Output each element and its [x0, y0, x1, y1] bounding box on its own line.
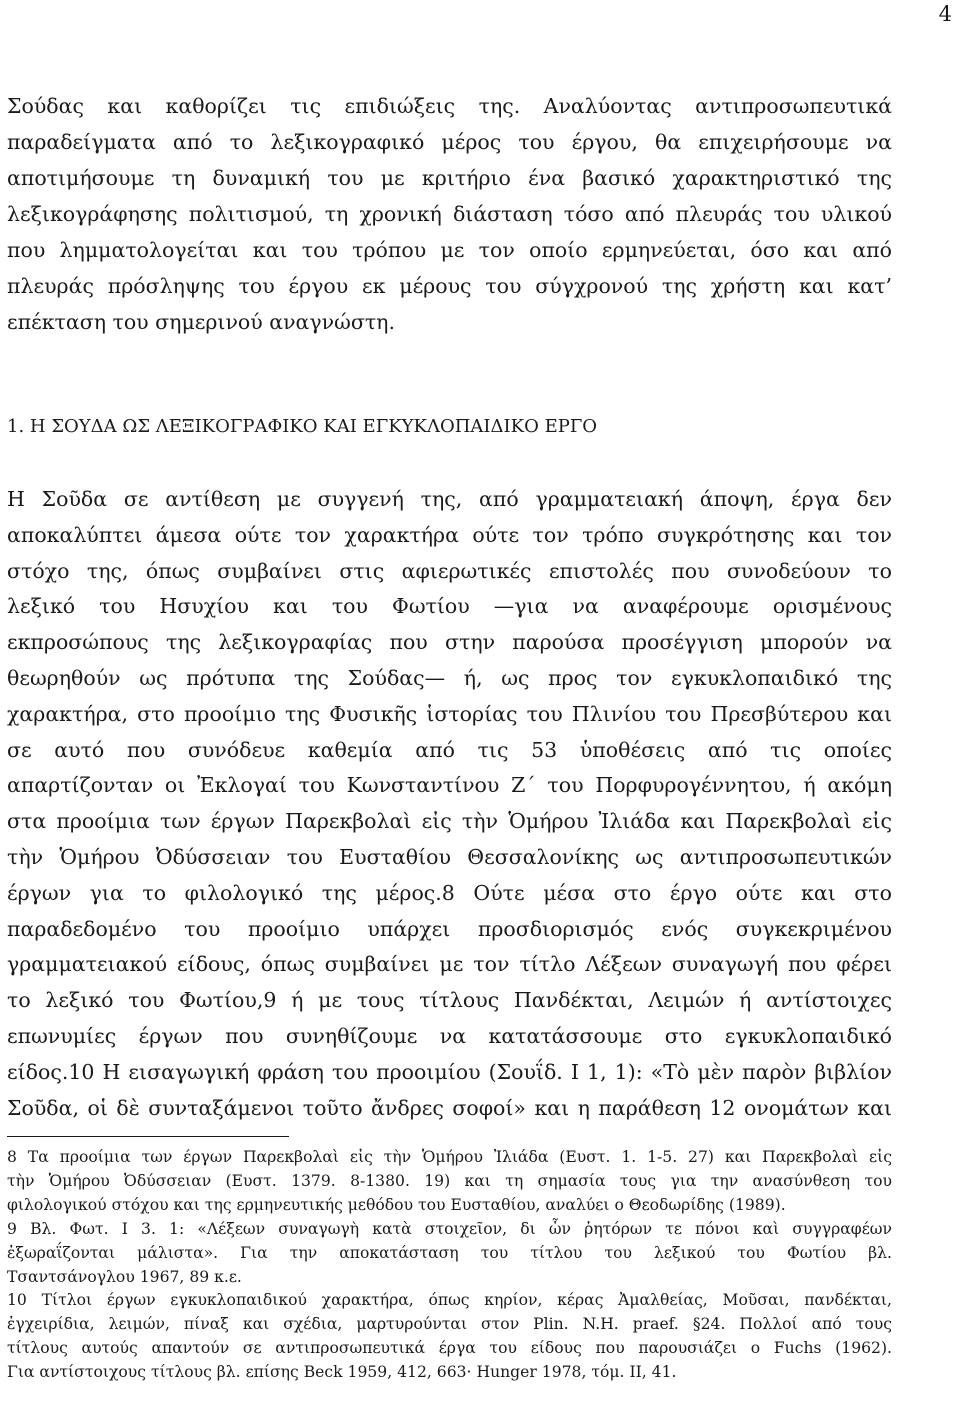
text-line: παραδείγματα από το λεξικογραφικό μέρος του έργου, θα επιχειρήσουμε να: [7, 130, 892, 154]
text-line: Η Σοῦδα σε αντίθεση με συγγενή της, από γραμματειακή άποψη, έργα δεν: [7, 487, 892, 511]
text-line: στα προοίμια των έργων Παρεκβολαὶ εἰς τὴν Ὁμήρου Ἰλιάδα και Παρεκβολαὶ εἰς: [7, 809, 892, 834]
text-line: επέκταση του σημερινού αναγνώστη.: [7, 310, 395, 334]
footnote-line: 10 Τίτλοι έργων εγκυκλοπαιδικού χαρακτήρα, όπως κηρίον, κέρας Ἀμαλθείας, Μοῦσαι, πανδέκται,: [7, 1291, 892, 1310]
footnote-line: 9 Βλ. Φωτ. Ι 3. 1: «Λέξεων συναγωγὴ κατὰ στοιχεῖον, δι ὧν ῥητόρων τε πόνοι καὶ συγγραφέων: [7, 1219, 892, 1238]
footnote-line: ἐγχειρίδια, λειμών, πίναξ και σχέδια, μαρτυρούνται στον Plin. N.H. praef. §24. Πολλοί από τους: [7, 1315, 892, 1334]
text-line: πλευράς πρόσληψης του έργου εκ μέρους του σύγχρονού της χρήστη και κατ’: [7, 274, 892, 298]
section-heading: 1. Η ΣΟΥΔΑ ΩΣ ΛΕΞΙΚΟΓΡΑΦΙΚΟ ΚΑΙ ΕΓΚΥΚΛΟΠΑΙΔΙΚΟ ΕΡΓΟ: [7, 416, 598, 437]
text-line: επωνυμίες έργων που συνηθίζουμε να κατατάσσουμε στο εγκυκλοπαιδικό: [7, 1023, 892, 1048]
text-line: θεωρηθούν ως πρότυπα της Σούδας— ή, ως προς τον εγκυκλοπαιδικό της: [7, 665, 892, 690]
footnote-line: ἐξωραΐζονται μάλιστα». Για την αποκατάσταση του τίτλου του λεξικού του Φωτίου βλ.: [7, 1243, 892, 1262]
text-line: που λημματολογείται και του τρόπου με τον οποίο ερμηνεύεται, όσο και από: [7, 238, 892, 262]
footnote-line: τὴν Ὁμήρου Ὀδύσσειαν (Ευστ. 1379. 8-1380. 19) και τη σημασία τους για την ανασύνθεση του: [7, 1171, 892, 1190]
text-line: έργων για το φιλολογικό της μέρος.8 Ούτε μέσα στο έργο ούτε και στο: [7, 880, 892, 905]
footnote-line: Τσαντσάνογλου 1967, 89 κ.ε.: [7, 1267, 242, 1286]
footnotes: [7, 1146, 892, 1385]
text-line: είδος.10 Η εισαγωγική φράση του προοιμίου (Σουΐδ. Ι 1, 1): «Τὸ μὲν παρὸν βιβλίον: [7, 1059, 892, 1084]
text-line: λεξικογράφησης πολιτισμού, τη χρονική διάσταση τόσο από πλευράς του υλικού: [7, 202, 892, 226]
text-line: εκπροσώπους της λεξικογραφίας που στην παρούσα προσέγγιση μπορούν να: [7, 630, 892, 655]
text-line: αποτιμήσουμε τη δυναμική του με κριτήριο ένα βασικό χαρακτηριστικό της: [7, 166, 892, 190]
footnote-line: φιλολογικού στόχου και της ερμηνευτικής μεθόδου του Ευσταθίου, αναλύει ο Θεοδωρίδης (1989).: [7, 1195, 786, 1214]
footnote-separator: [7, 1136, 289, 1137]
text-line: απαρτίζονταν οι Ἐκλογαί του Κωνσταντίνου Ζ΄ του Πορφυρογέννητου, ή ακόμη: [7, 773, 892, 798]
page-number: 4: [938, 2, 952, 26]
intro-paragraph: [7, 88, 892, 340]
text-line: το λεξικό του Φωτίου,9 ή με τους τίτλους Πανδέκται, Λειμών ή αντίστοιχες: [7, 988, 892, 1013]
text-line: αποκαλύπτει άμεσα ούτε τον χαρακτήρα ούτε τον τρόπο συγκρότησης και τον: [7, 522, 892, 547]
text-line: στόχο της, όπως συμβαίνει στις αφιερωτικές επιστολές που συνοδεύουν το: [7, 558, 892, 583]
footnote-line: τίτλους αυτούς απαντούν σε αντιπροσωπευτικά έργα του είδους που παρουσιάζει ο Fuchs (1962).: [7, 1339, 892, 1358]
text-line: Σοῦδα, οἱ δὲ συνταξάμενοι τοῦτο ἄνδρες σοφοί» και η παράθεση 12 ονομάτων και: [7, 1095, 892, 1120]
footnote-line: 8 Τα προοίμια των έργων Παρεκβολαὶ εἰς τὴν Ὁμήρου Ἰλιάδα (Ευστ. 1. 1-5. 27) και Παρεκβολαὶ εἰς: [7, 1148, 892, 1166]
text-line: παραδεδομένο του προοίμιο υπάρχει προσδιορισμός ενός συγκεκριμένου: [7, 916, 892, 941]
footnote-line: Για αντίστοιχους τίτλους βλ. επίσης Beck 1959, 412, 663· Hunger 1978, τόμ. ΙΙ, 41.: [7, 1363, 677, 1382]
text-line: τὴν Ὁμήρου Ὀδύσσειαν του Ευσταθίου Θεσσαλονίκης ως αντιπροσωπευτικών: [7, 844, 892, 869]
text-line: χαρακτήρα, στο προοίμιο της Φυσικῆς ἱστορίας του Πλινίου του Πρεσβύτερου και: [7, 701, 892, 726]
text-line: λεξικό του Ησυχίου και του Φωτίου —για να αναφέρουμε ορισμένους: [7, 594, 892, 619]
text-line: γραμματειακού είδους, όπως συμβαίνει με τον τίτλο Λέξεων συναγωγή που φέρει: [7, 952, 892, 977]
body-paragraph: [7, 482, 892, 1126]
text-line: σε αυτό που συνόδευε καθεμία από τις 53 ὑποθέσεις από τις οποίες: [7, 737, 892, 762]
text-line: Σούδας και καθορίζει τις επιδιώξεις της. Αναλύοντας αντιπροσωπευτικά: [7, 94, 892, 118]
